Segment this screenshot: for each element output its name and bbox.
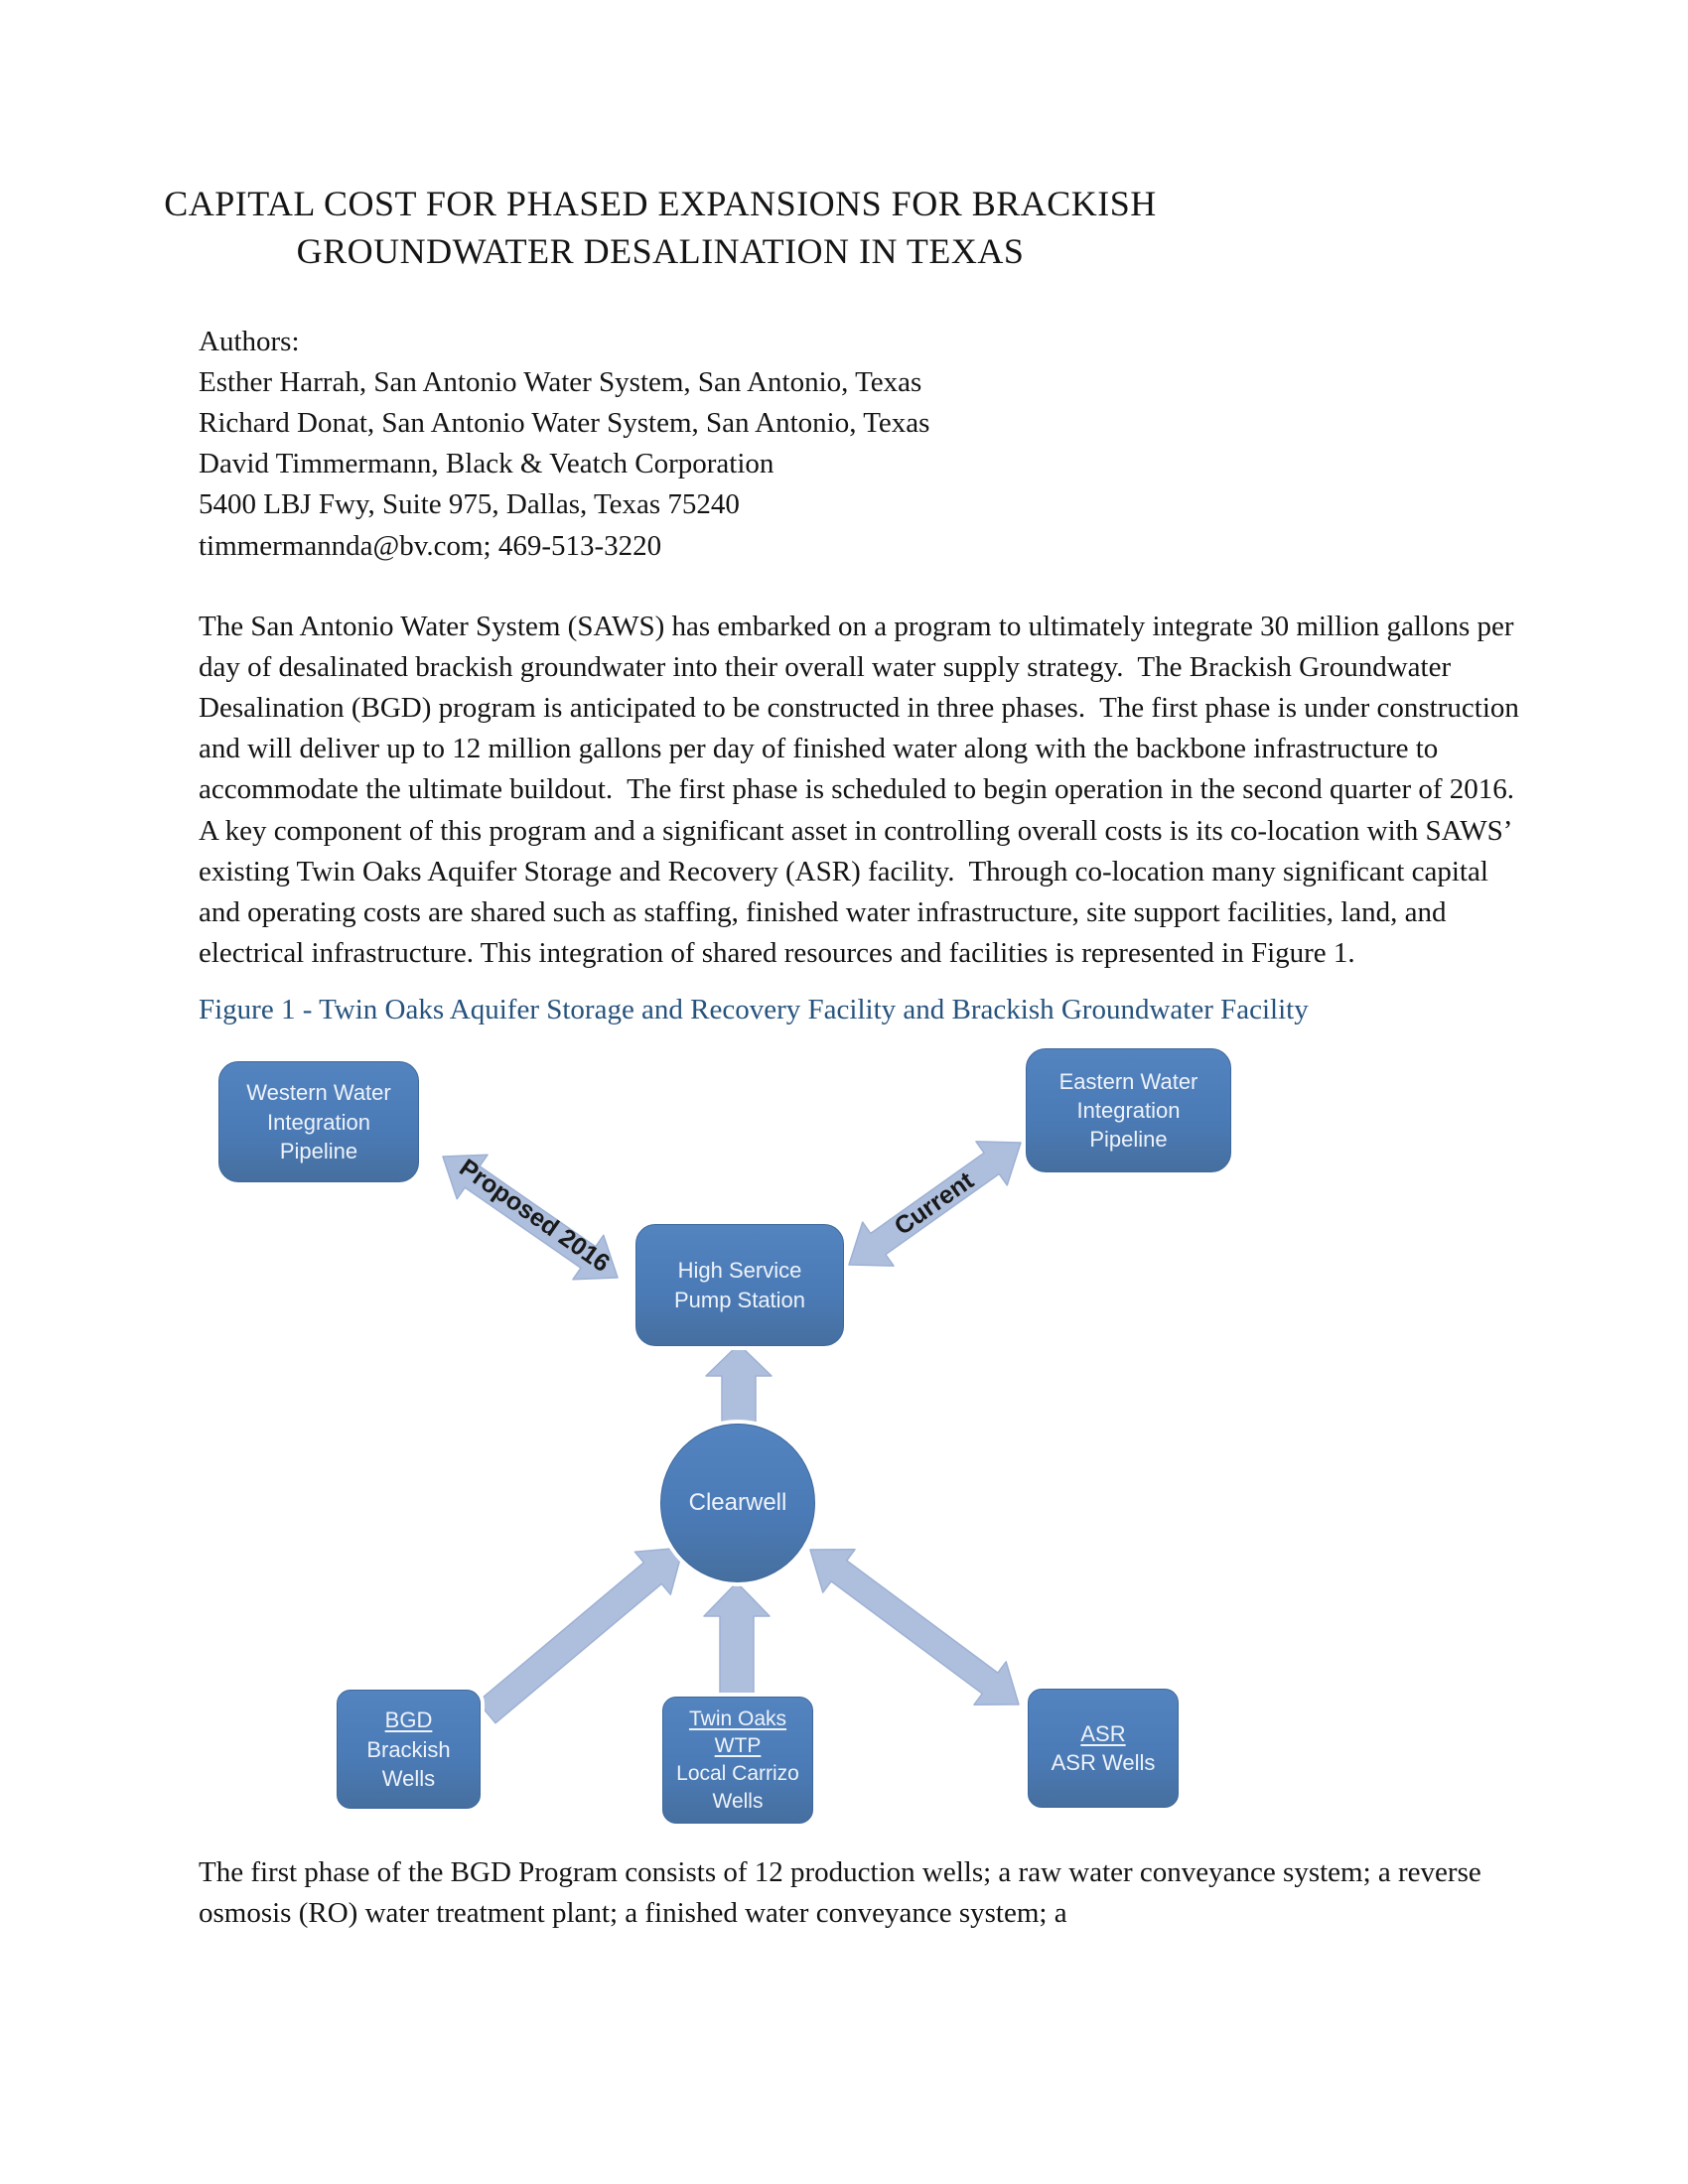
node-label-line: Integration (1076, 1098, 1181, 1123)
arrow-twinoaks-to-clearwell (704, 1582, 770, 1708)
figure-caption: Figure 1 - Twin Oaks Aquifer Storage and Recovery Facility and Brackish Groundwater Facility (199, 994, 1309, 1026)
node-label-line: Pump Station (673, 1287, 806, 1312)
diagram-node-western (218, 1061, 419, 1182)
node-label-line: Integration (267, 1109, 370, 1135)
arrow-label-current: Current (889, 1166, 979, 1241)
diagram-node-twinoaks (662, 1697, 813, 1824)
node-label-line: Local Carrizo (676, 1762, 799, 1786)
node-label-line: Brackish Wells (366, 1736, 451, 1791)
diagram-node-hsps (635, 1224, 844, 1346)
node-label-line: BGD (384, 1707, 433, 1733)
author-line: David Timmermann, Black & Veatch Corporation (199, 448, 774, 480)
author-line: 5400 LBJ Fwy, Suite 975, Dallas, Texas 75240 (199, 488, 740, 521)
figure-1-diagram (0, 1033, 1688, 1833)
node-label-line: Clearwell (688, 1489, 787, 1517)
node-label-line: Pipeline (279, 1138, 358, 1163)
arrow-clearwell-asr (810, 1550, 1019, 1705)
author-line: Esther Harrah, San Antonio Water System, San Antonio, Texas (199, 365, 922, 398)
arrow-label-proposed-2016: Proposed 2016 (454, 1154, 616, 1279)
diagram-node-bgd (337, 1690, 481, 1809)
node-label-line: ASR (1080, 1720, 1126, 1746)
node-label-line: Pipeline (1089, 1127, 1168, 1153)
page-title (0, 0, 1321, 276)
node-label-line: WTP (714, 1734, 762, 1758)
node-label-line: Wells (712, 1789, 764, 1813)
diagram-node-clearwell (660, 1424, 815, 1582)
diagram-node-asr (1028, 1689, 1179, 1808)
author-contact-line: timmermannda@bv.com; 469-513-3220 (199, 529, 662, 562)
node-label-line: Twin Oaks (688, 1706, 787, 1730)
title-line-2: GROUNDWATER DESALINATION IN TEXAS (296, 230, 1025, 271)
authors-label: Authors: (199, 325, 300, 357)
node-label-line: High Service (677, 1258, 802, 1284)
closing-paragraph: The first phase of the BGD Program consists of 12 production wells; a raw water conveyance system; a reverse osmosis (RO) water treatment plant; a finished water conveyance system; a (199, 1856, 1488, 1930)
title-line-1: CAPITAL COST FOR PHASED EXPANSIONS FOR BRACKISH (164, 184, 1157, 223)
arrow-bgd-to-clearwell (478, 1548, 683, 1723)
intro-paragraph: The San Antonio Water System (SAWS) has embarked on a program to ultimately integrate 30 million gallons per day of desalinated brackish groundwater into their overall water supply strategy. The Brackish Groundwater Desalination (BGD) program is anticipated to be constructed in three phases. The first phase is under construction and will deliver up to 12 million gallons per day of finished water along with the backbone infrastructure to accommodate the ultimate buildout. The first phase is scheduled to begin operation in the second quarter of 2016. A key component of this program and a significant asset in controlling overall costs is its co-location with SAWS’ existing Twin Oaks Aquifer Storage and Recovery (ASR) facility. Through co-location many significant capital and operating costs are shared such as staffing, finished water infrastructure, site support facilities, land, and electrical infrastructure. This integration of shared resources and facilities is represented in Figure 1. (199, 610, 1527, 970)
author-line: Richard Donat, San Antonio Water System, San Antonio, Texas (199, 407, 930, 440)
arrow-clearwell-to-pumpstation (706, 1344, 772, 1430)
node-label-line: Eastern Water (1058, 1068, 1198, 1094)
node-label-line: Western Water (246, 1080, 391, 1106)
authors-block (199, 322, 1519, 567)
node-label-line: ASR Wells (1051, 1750, 1156, 1776)
diagram-node-eastern (1026, 1048, 1231, 1172)
